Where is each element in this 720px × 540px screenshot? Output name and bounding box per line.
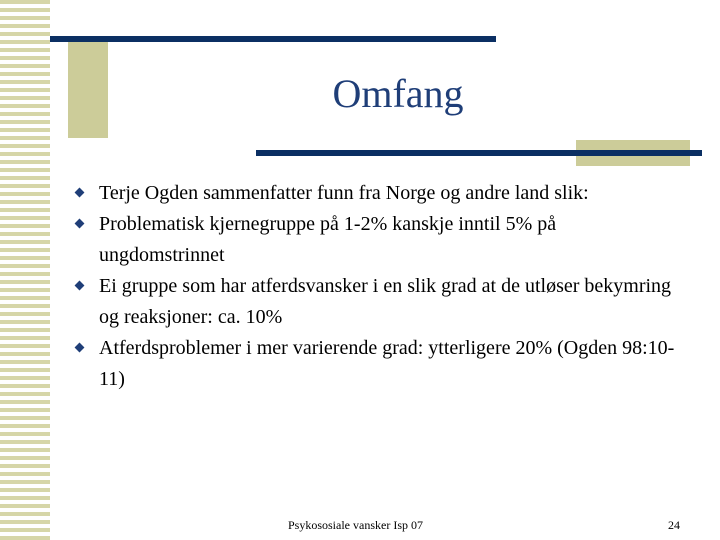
bullet-text: Atferdsproblemer i mer varierende grad: ytterligere 20% (Ogden 98:10-11) — [99, 337, 675, 390]
diamond-bullet-icon — [75, 219, 85, 229]
bullet-item — [72, 209, 682, 271]
decorative-stripes — [0, 0, 50, 540]
bullet-item — [72, 271, 682, 333]
bullet-text: Ei gruppe som har atferdsvansker i en slik grad at de utløser bekymring og reaksjoner: ca. 10% — [99, 275, 672, 328]
page-number: 24 — [668, 518, 680, 532]
bullet-item — [72, 178, 682, 209]
diamond-bullet-icon — [75, 281, 85, 291]
diamond-bullet-icon — [75, 343, 85, 353]
diamond-bullet-icon — [75, 188, 85, 198]
bullet-item — [72, 333, 682, 395]
title-rule-bottom — [256, 150, 702, 156]
decorative-accent-top — [68, 38, 108, 138]
bullet-text: Problematisk kjernegruppe på 1-2% kanskje inntil 5% på ungdomstrinnet — [99, 213, 557, 266]
footer-text: Psykososiale vansker Isp 07 — [288, 518, 423, 532]
bullet-list — [72, 178, 682, 395]
title-rule-top — [50, 36, 496, 42]
slide-title: Omfang — [332, 71, 464, 116]
bullet-text: Terje Ogden sammenfatter funn fra Norge og andre land slik: — [99, 182, 589, 204]
